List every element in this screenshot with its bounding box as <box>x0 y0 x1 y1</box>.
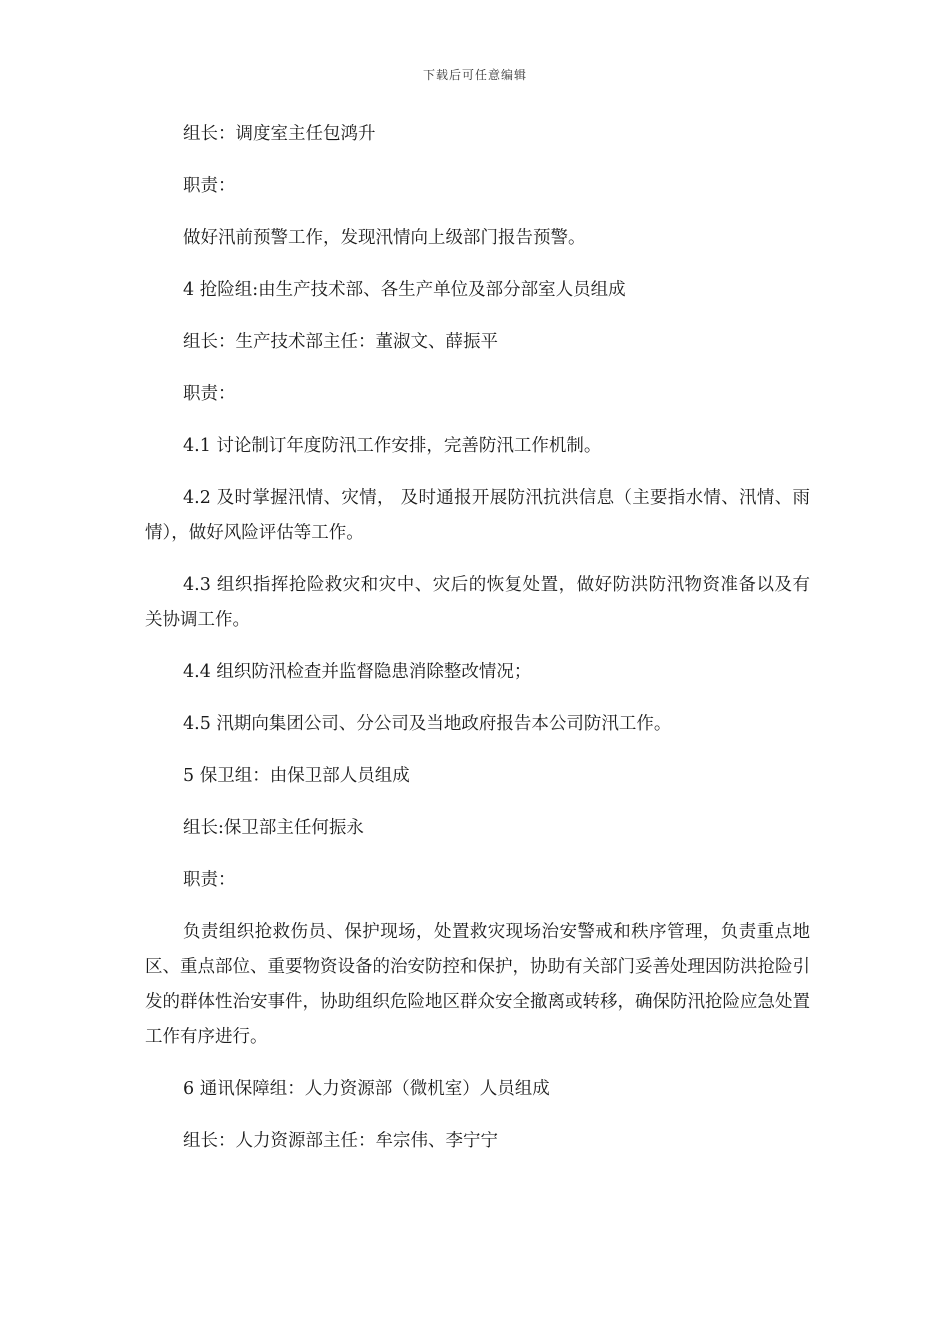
header-note: 下载后可任意编辑 <box>422 68 527 82</box>
paragraph: 4.2 及时掌握汛情、灾情， 及时通报开展防汛抗洪信息（主要指水情、汛情、雨情），做好风险评估等工作。 <box>145 488 810 543</box>
paragraph: 4.3 组织指挥抢险救灾和灾中、灾后的恢复处置，做好防洪防汛物资准备以及有关协调工作。 <box>145 575 810 630</box>
paragraph: 4.4 组织防汛检查并监督隐患消除整改情况； <box>183 662 532 682</box>
paragraph: 4 抢险组:由生产技术部、各生产单位及部分部室人员组成 <box>183 280 626 300</box>
paragraph: 4.1 讨论制订年度防汛工作安排，完善防汛工作机制。 <box>183 436 602 456</box>
paragraph: 负责组织抢救伤员、保护现场，处置救灾现场治安警戒和秩序管理，负责重点地区、重点部位、重要物资设备的治安防控和保护，协助有关部门妥善处理因防洪抢险引发的群体性治安事件，协助组织危险地区群众安全撤离或转移，确保防汛抢险应急处置工作有序进行。 <box>145 922 810 1047</box>
paragraph: 职责： <box>183 176 236 196</box>
paragraph: 5 保卫组：由保卫部人员组成 <box>183 766 410 786</box>
document-body <box>145 117 810 1176</box>
paragraph: 组长：生产技术部主任：董淑文、薛振平 <box>183 332 498 352</box>
paragraph: 职责： <box>183 384 236 404</box>
paragraph: 组长：调度室主任包鸿升 <box>183 124 376 144</box>
paragraph: 组长：人力资源部主任：牟宗伟、李宁宁 <box>183 1131 498 1151</box>
paragraph: 4.5 汛期向集团公司、分公司及当地政府报告本公司防汛工作。 <box>183 714 672 734</box>
paragraph: 6 通讯保障组：人力资源部（微机室）人员组成 <box>183 1079 550 1099</box>
paragraph: 职责： <box>183 870 236 890</box>
paragraph: 做好汛前预警工作，发现汛情向上级部门报告预警。 <box>183 228 586 248</box>
paragraph: 组长:保卫部主任何振永 <box>183 818 364 838</box>
